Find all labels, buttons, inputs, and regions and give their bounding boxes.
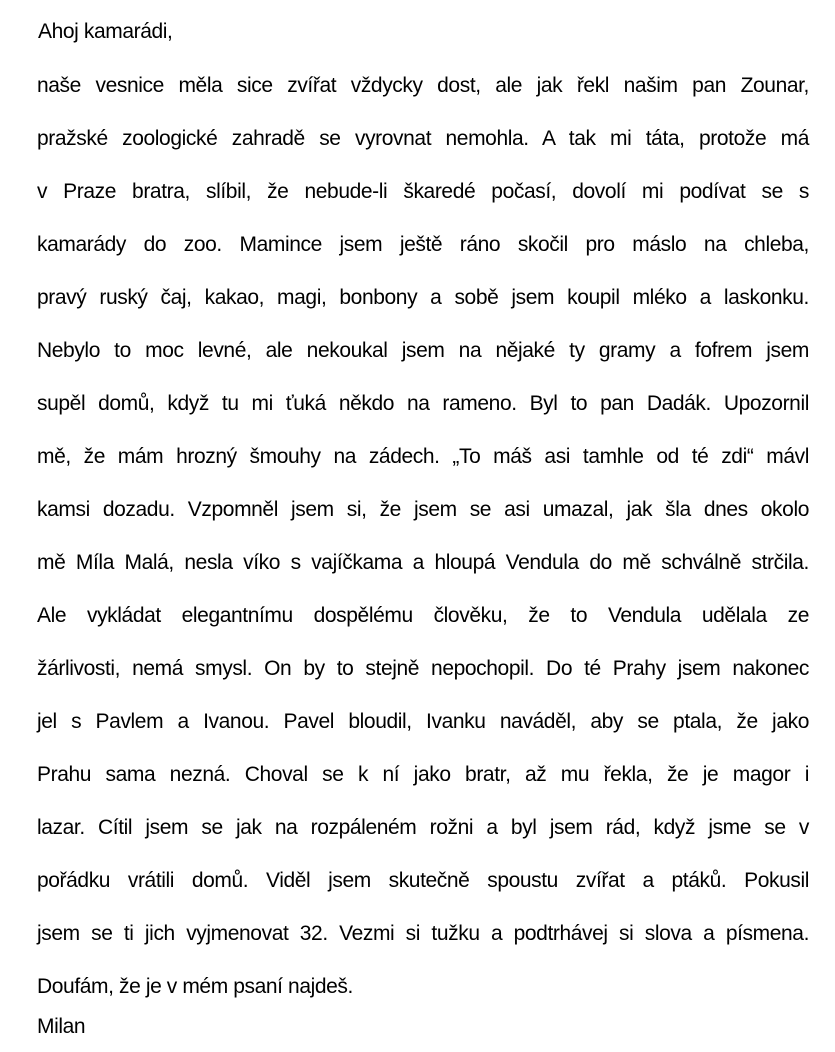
letter-line: kamsi dozadu. Vzpomněl jsem si, že jsem se asi umazal, jak šla dnes okolo [37, 498, 809, 521]
letter-line: žárlivosti, nemá smysl. On by to stejně nepochopil. Do té Prahy jsem nakonec [37, 657, 809, 680]
letter-line: supěl domů, když tu mi ťuká někdo na rameno. Byl to pan Dadák. Upozornil [37, 392, 809, 415]
letter-line: Ale vykládat elegantnímu dospělému člověku, že to Vendula udělala ze [37, 604, 809, 627]
letter-line: Prahu sama nezná. Choval se k ní jako bratr, až mu řekla, že je magor i [37, 763, 809, 786]
letter-line: v Praze bratra, slíbil, že nebude-li škaredé počasí, dovolí mi podívat se s [37, 180, 809, 203]
letter-line: Doufám, že je v mém psaní najdeš. [37, 975, 353, 998]
letter-greeting: Ahoj kamarádi, [38, 20, 173, 43]
letter-line: jsem se ti jich vyjmenovat 32. Vezmi si tužku a podtrhávej si slova a písmena. [37, 922, 809, 945]
letter-line: naše vesnice měla sice zvířat vždycky dost, ale jak řekl našim pan Zounar, [37, 74, 809, 97]
letter-line: jel s Pavlem a Ivanou. Pavel bloudil, Ivanku naváděl, aby se ptala, že jako [37, 710, 809, 733]
letter-line: pravý ruský čaj, kakao, magi, bonbony a sobě jsem koupil mléko a laskonku. [37, 286, 809, 309]
letter-line: mě, že mám hrozný šmouhy na zádech. „To máš asi tamhle od té zdi“ mávl [37, 445, 809, 468]
letter-line: mě Míla Malá, nesla víko s vajíčkama a hloupá Vendula do mě schválně strčila. [37, 551, 809, 574]
letter-line: pořádku vrátili domů. Viděl jsem skutečně spoustu zvířat a ptáků. Pokusil [37, 869, 809, 892]
letter-signature: Milan [37, 1015, 86, 1038]
letter-line: pražské zoologické zahradě se vyrovnat nemohla. A tak mi táta, protože má [37, 127, 809, 150]
letter-line: lazar. Cítil jsem se jak na rozpáleném rožni a byl jsem rád, když jsme se v [37, 816, 809, 839]
letter-line: Nebylo to moc levné, ale nekoukal jsem na nějaké ty gramy a fofrem jsem [37, 339, 809, 362]
letter-body [37, 72, 809, 1026]
letter-line: kamarády do zoo. Mamince jsem ještě ráno skočil pro máslo na chleba, [37, 233, 809, 256]
